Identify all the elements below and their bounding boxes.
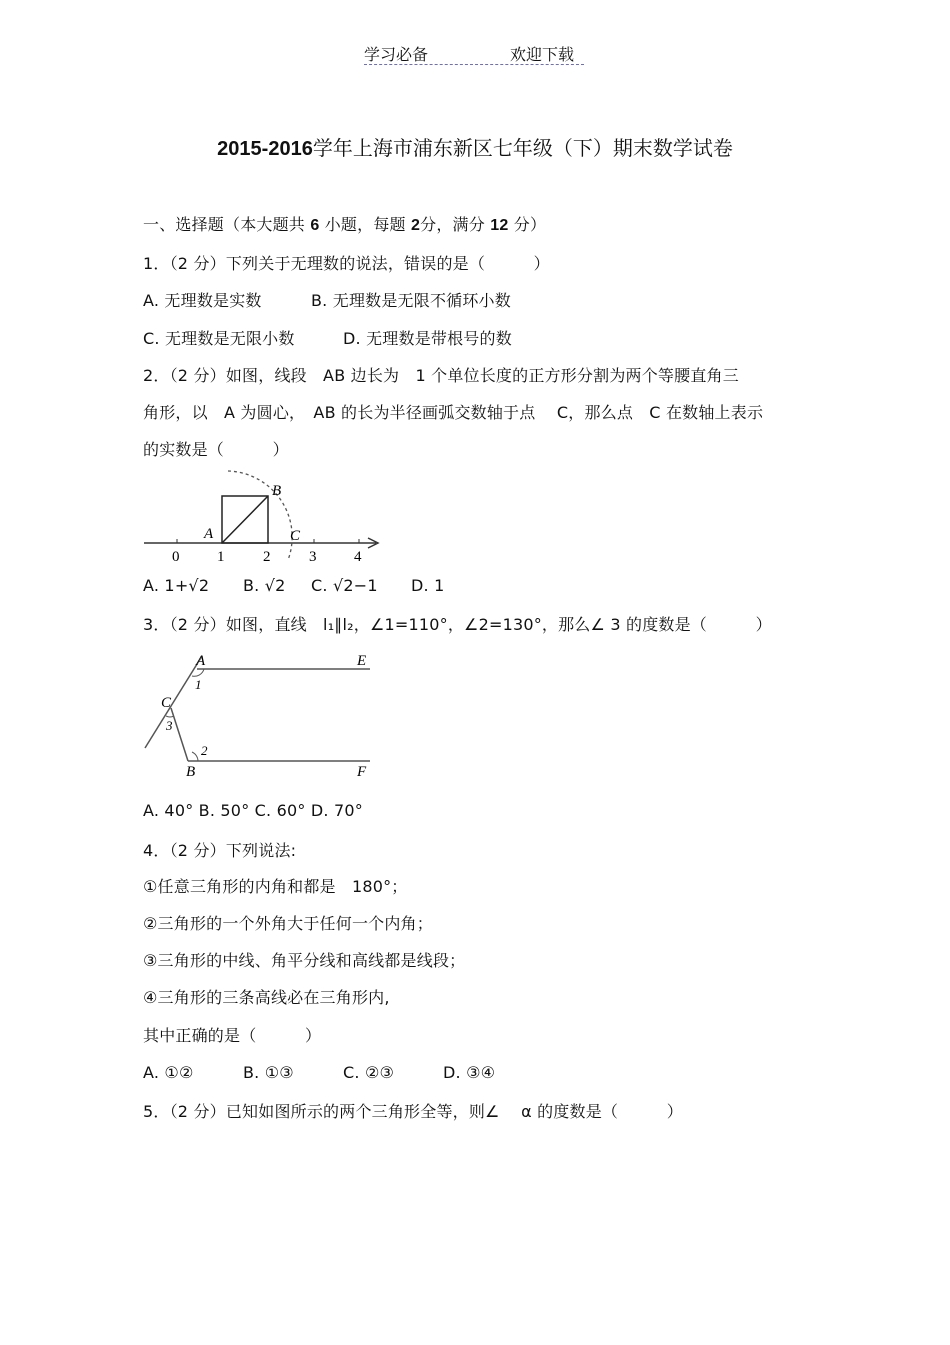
tick-label-3: 3 [309,549,317,565]
q1-option-d: D. 无理数是带根号的数 [343,329,512,348]
q2-options [143,576,444,595]
q4-stem: 4．（2 分）下列说法: [143,841,297,860]
q2-stem-line1: 2．（2 分）如图，线段 AB 边长为 1 个单位长度的正方形分割为两个等腰直角三 [143,366,739,385]
q3-parallel-lines-figure [140,648,380,783]
angle-label-2: 2 [201,743,208,758]
q4-ask: 其中正确的是（ ） [143,1026,322,1045]
q1-option-a: A. 无理数是实数 [143,291,262,310]
page-title [0,132,950,161]
tick-label-1: 1 [217,549,225,565]
q2-option-b: B. √2 [243,576,286,595]
q1-options-row1 [143,288,511,311]
header-left: 学习必备 [364,45,429,64]
section-mid2: 分，满分 [420,215,485,234]
q4-option-b: B. ①③ [243,1063,294,1082]
q1-option-b: B. 无理数是无限不循环小数 [311,291,511,310]
title-text: 学年上海市浦东新区七年级（下）期末数学试卷 [312,136,733,160]
label-C: C [161,695,172,711]
section-total: 12 [490,217,509,234]
tick-label-0: 0 [172,549,180,565]
section-mid1: 小题，每题 [324,215,406,234]
section-pre: 一、选择题（本大题共 [143,215,306,234]
arc-dashed [228,471,292,560]
q2-stem-line2: 角形，以 A 为圆心， AB 的长为半径画弧交数轴于点 C，那么点 C 在数轴上表示 [143,403,764,422]
section-each: 2 [411,217,421,234]
q4-statement-4: ④三角形的三条高线必在三角形内, [143,988,390,1007]
q4-statement-1: ①任意三角形的内角和都是 180°； [143,877,408,896]
angle-label-3: 3 [166,718,173,733]
tick-label-4: 4 [354,549,362,565]
q1-option-c: C. 无理数是无限小数 [143,329,295,348]
q3-options: A. 40° B. 50° C. 60° D. 70° [143,801,363,820]
line-through-A-C [145,656,202,748]
q4-option-d: D. ③④ [443,1063,496,1082]
label-B: B [186,764,196,780]
q2-option-d: D. 1 [411,576,445,595]
header-right: 欢迎下载 [510,45,575,64]
q3-stem: 3．（2 分）如图，直线 l₁∥l₂，∠1=110°，∠2=130°，那么∠ 3 的度数是（ ） [143,615,772,634]
square-diagonal [222,496,268,543]
q4-option-a: A. ①② [143,1063,194,1082]
label-A: A [196,653,206,669]
label-B: B [272,483,282,499]
page-header [364,40,584,65]
section-count: 6 [310,217,320,234]
section-post: 分） [513,215,547,234]
q5-stem: 5．（2 分）已知如图所示的两个三角形全等，则∠ α 的度数是（ ） [143,1102,683,1121]
angle-2-arc [192,752,198,761]
q2-stem-line3: 的实数是（ ） [143,440,289,459]
q4-statement-2: ②三角形的一个外角大于任何一个内角； [143,914,433,933]
tick-label-2: 2 [263,549,271,565]
angle-3-arc [166,716,174,717]
q2-number-line-figure [140,468,390,566]
label-C: C [290,528,301,544]
q2-option-a: A. 1+√2 [143,576,210,595]
q1-options-row2 [143,326,512,349]
angle-label-1: 1 [195,677,202,692]
q1-stem: 1．（2 分）下列关于无理数的说法，错误的是（ ） [143,254,550,273]
title-year: 2015-2016 [217,138,313,160]
label-F: F [357,764,367,780]
q4-options [143,1063,495,1082]
q4-option-c: C. ②③ [343,1063,395,1082]
label-A: A [204,526,214,542]
q4-statement-3: ③三角形的中线、角平分线和高线都是线段； [143,951,466,970]
q2-option-c: C. √2−1 [311,576,378,595]
section-heading [143,212,546,235]
label-E: E [357,653,367,669]
